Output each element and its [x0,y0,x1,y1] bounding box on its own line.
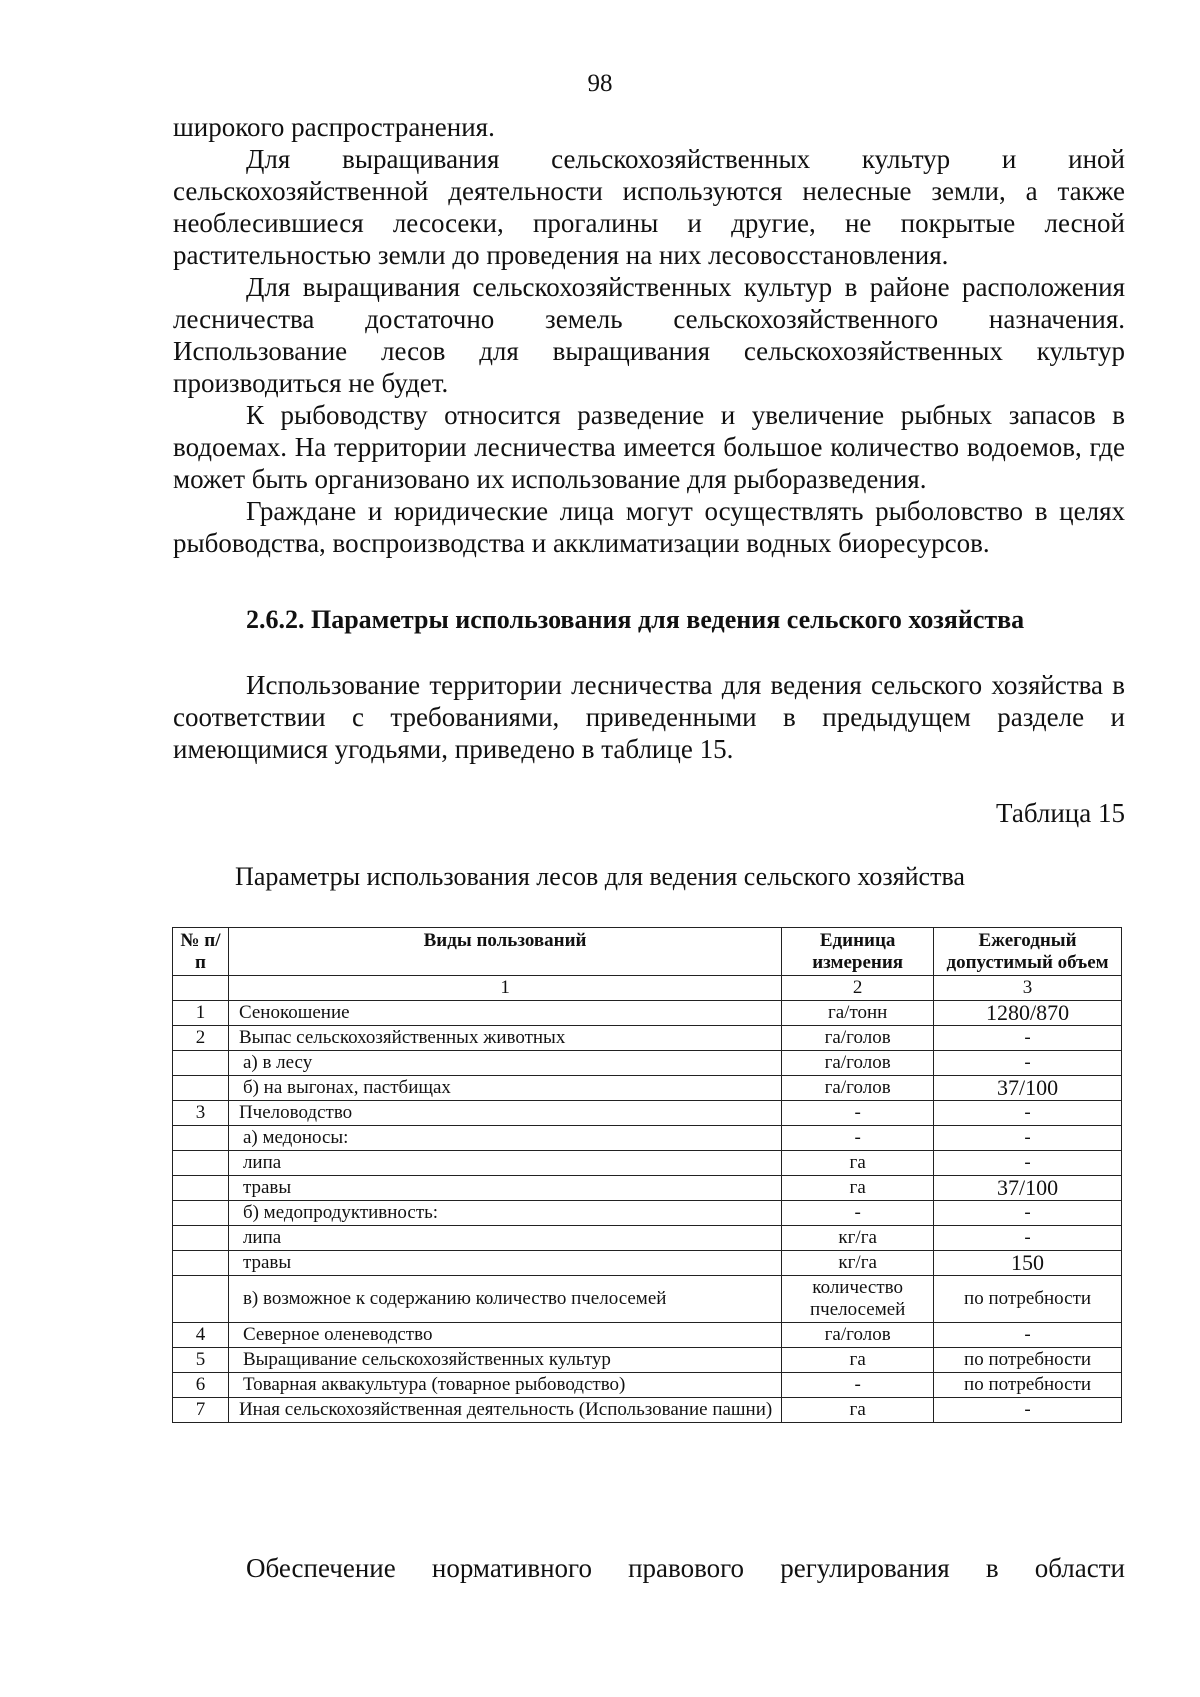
header-volume: Ежегодный допустимый объем [934,928,1122,976]
table-label: Таблица 15 [996,798,1125,828]
row-volume: - [934,1151,1122,1176]
row-num [173,1176,229,1201]
row-name: Выпас сельскохозяйственных животных [228,1026,781,1051]
paragraph: Для выращивания сельскохозяйственных культур и иной сельскохозяйственной деятельности используются нелесные земли, а также необлесившиеся лесосеки, прогалины и другие, не покрытые лесной растительностью земли до проведения на них лесовосстановления. [173,144,1125,270]
column-number: 2 [782,976,934,1001]
row-volume: - [934,1323,1122,1348]
row-num: 6 [173,1373,229,1398]
row-num: 7 [173,1398,229,1423]
row-volume: 37/100 [934,1176,1122,1201]
column-number: 3 [934,976,1122,1001]
header-unit: Единица измерения [782,928,934,976]
row-volume: 150 [934,1251,1122,1276]
paragraph: Граждане и юридические лица могут осуществлять рыболовство в целях рыбоводства, воспроизводства и акклиматизации водных биоресурсов. [173,496,1125,558]
row-num: 4 [173,1323,229,1348]
row-unit: га [782,1151,934,1176]
row-num [173,1076,229,1101]
row-name: а) в лесу [228,1051,781,1076]
row-volume: - [934,1101,1122,1126]
row-volume: по потребности [934,1348,1122,1373]
row-unit: кг/га [782,1251,934,1276]
table-row [173,1276,1122,1323]
table-row [173,1076,1122,1101]
table-row [173,1001,1122,1026]
row-unit: га [782,1348,934,1373]
row-unit: га/голов [782,1076,934,1101]
table-row [173,1251,1122,1276]
row-num [173,1251,229,1276]
row-unit: - [782,1101,934,1126]
row-unit: га/голов [782,1051,934,1076]
row-name: травы [228,1251,781,1276]
row-num [173,1151,229,1176]
table-row [173,1373,1122,1398]
row-name: травы [228,1176,781,1201]
row-unit: - [782,1201,934,1226]
header-kind: Виды пользований [228,928,781,976]
column-number-empty [173,976,229,1001]
row-num: 1 [173,1001,229,1026]
column-number-row [173,976,1122,1001]
row-unit: га/тонн [782,1001,934,1026]
row-name: Северное оленеводство [228,1323,781,1348]
header-num: № п/п [173,928,229,976]
row-num [173,1226,229,1251]
paragraph: К рыбоводству относится разведение и увеличение рыбных запасов в водоемах. На территории лесничества имеется большое количество водоемов, где может быть организовано их использование для рыборазведения. [173,400,1125,494]
row-unit: га/голов [782,1323,934,1348]
paragraph: широкого распространения. [173,112,495,142]
table-caption: Параметры использования лесов для ведения сельского хозяйства [235,862,965,891]
column-number: 1 [228,976,781,1001]
row-volume: - [934,1126,1122,1151]
row-unit: кг/га [782,1226,934,1251]
row-unit: количество пчелосемей [782,1276,934,1323]
row-unit: - [782,1126,934,1151]
row-volume: - [934,1026,1122,1051]
row-unit: га/голов [782,1026,934,1051]
table-row [173,1026,1122,1051]
row-name: Иная сельскохозяйственная деятельность (Использование пашни) [228,1398,781,1423]
page-number: 98 [587,70,613,97]
table-header-row [173,928,1122,976]
closing-line: Обеспечение нормативного правового регулирования в области [246,1553,1125,1583]
row-name: Выращивание сельскохозяйственных культур [228,1348,781,1373]
row-num: 3 [173,1101,229,1126]
table-row [173,1176,1122,1201]
body-text [173,111,1125,559]
row-name: б) медопродуктивность: [228,1201,781,1226]
row-num: 5 [173,1348,229,1373]
row-name: а) медоносы: [228,1126,781,1151]
row-volume: - [934,1051,1122,1076]
row-volume: - [934,1201,1122,1226]
paragraph: Для выращивания сельскохозяйственных культур в районе расположения лесничества достаточно земель сельскохозяйственного назначения. Использование лесов для выращивания сельскохозяйственных культур производиться не будет. [173,272,1125,398]
table-row [173,1348,1122,1373]
row-name: липа [228,1226,781,1251]
row-volume: по потребности [934,1373,1122,1398]
intro-text [173,669,1125,765]
row-volume: - [934,1398,1122,1423]
row-unit: - [782,1373,934,1398]
row-unit: га [782,1398,934,1423]
row-volume: 37/100 [934,1076,1122,1101]
row-num [173,1126,229,1151]
table-row [173,1051,1122,1076]
table-row [173,1126,1122,1151]
row-name: липа [228,1151,781,1176]
table-row [173,1398,1122,1423]
row-num [173,1051,229,1076]
row-num [173,1201,229,1226]
row-name: Товарная аквакультура (товарное рыбоводство) [228,1373,781,1398]
row-num [173,1276,229,1323]
section-heading: 2.6.2. Параметры использования для ведения сельского хозяйства [246,605,1025,634]
row-volume: по потребности [934,1276,1122,1323]
row-num: 2 [173,1026,229,1051]
row-unit: га [782,1176,934,1201]
table-row [173,1323,1122,1348]
table-row [173,1226,1122,1251]
row-name: Пчеловодство [228,1101,781,1126]
row-volume: 1280/870 [934,1001,1122,1026]
table-row [173,1201,1122,1226]
intro-paragraph: Использование территории лесничества для ведения сельского хозяйства в соответствии с требованиями, приведенными в предыдущем разделе и имеющимися угодьями, приведено в таблице 15. [173,670,1125,764]
row-name: в) возможное к содержанию количество пчелосемей [228,1276,781,1323]
table-row [173,1101,1122,1126]
table-row [173,1151,1122,1176]
row-volume: - [934,1226,1122,1251]
row-name: б) на выгонах, пастбищах [228,1076,781,1101]
usage-table [172,927,1122,1423]
row-name: Сенокошение [228,1001,781,1026]
